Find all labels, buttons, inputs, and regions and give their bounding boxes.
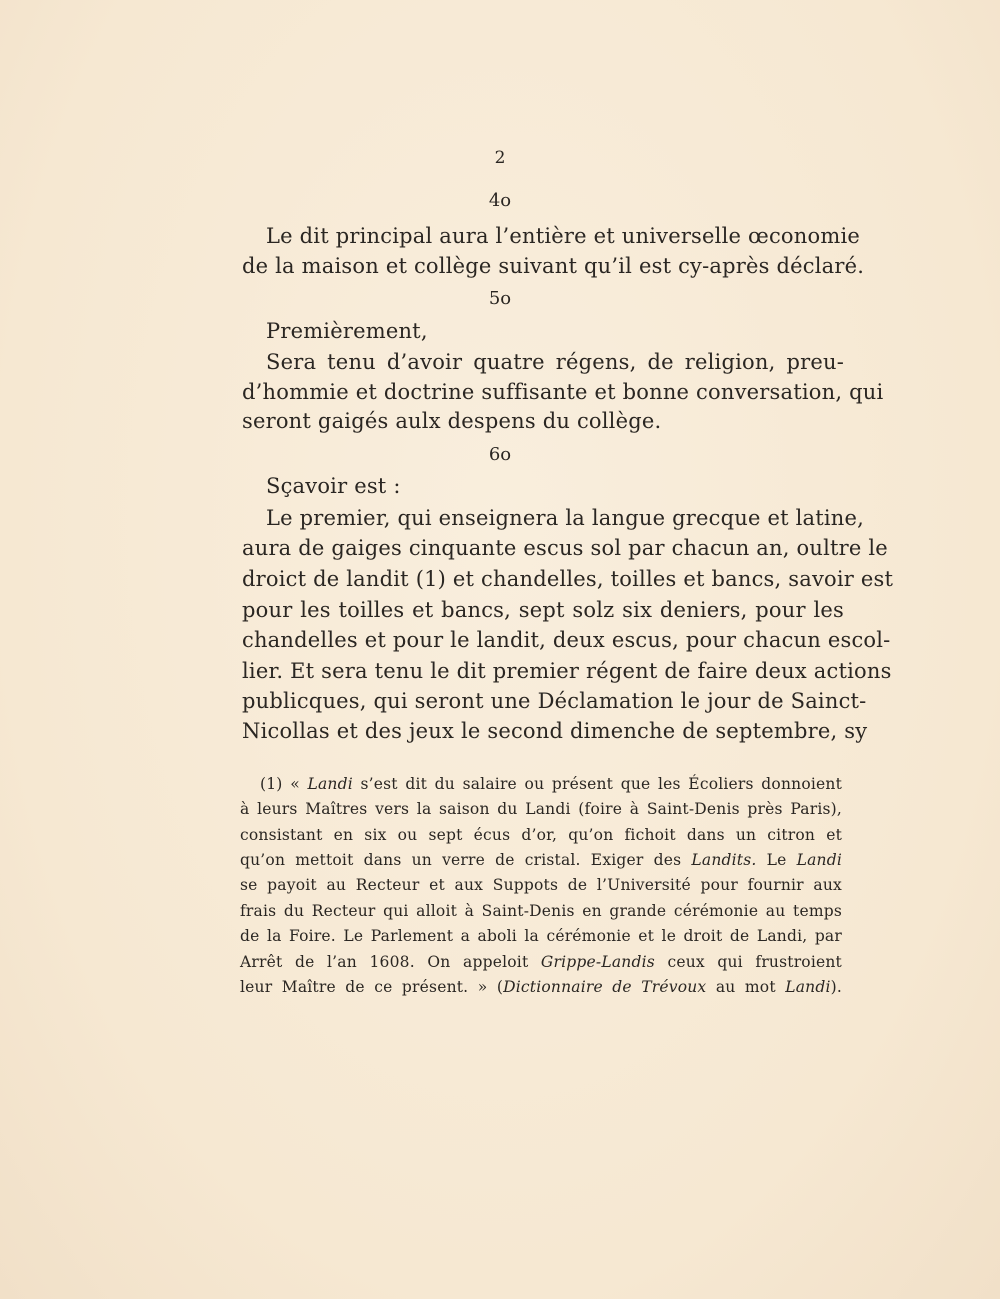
paragraph-line: Sera tenu d’avoir quatre régens, de religion, preu- [266,350,844,374]
paragraph-line: seront gaigés aulx despens du collège. [242,409,662,433]
footnote-line [260,772,842,798]
paragraph-line: Le premier, qui enseignera la langue grecque et latine, [266,506,865,530]
footnote-line: de la Foire. Le Parlement a aboli la cérémonie et le droit de Landi, par [240,927,842,945]
paragraph-line: chandelles et pour le landit, deux escus, pour chacun escol- [242,628,891,652]
page-number: 2 [494,148,506,168]
paragraph-line: de la maison et collège suivant qu’il est cy-après déclaré. [242,254,865,278]
footnote-marker: (1) [260,775,283,793]
paragraph-line: publicques, qui seront une Déclamation le jour de Sainct- [242,689,867,713]
paragraph-line: lier. Et sera tenu le dit premier régent de faire deux actions [242,659,892,683]
paragraph-line: droict de landit (1) et chandelles, toilles et bancs, savoir est [242,567,894,591]
paragraph-line: pour les toilles et bancs, sept solz six deniers, pour les [242,598,844,622]
footnote-text: « Landi s’est dit du salaire ou présent que les Écoliers donnoient [290,775,842,793]
paragraph-line: Le dit principal aura l’entière et universelle œconomie [266,224,860,248]
footnote-line: se payoit au Recteur et aux Suppots de l’Université pour fournir aux [240,876,842,894]
paragraph-line: d’hommie et doctrine suffisante et bonne conversation, qui [242,380,884,404]
paragraph-line: Sçavoir est : [266,474,401,498]
paragraph-line: Premièrement, [266,319,428,343]
footnote-line: qu’on mettoit dans un verre de cristal. Exiger des Landits. Le Landi [240,851,842,869]
footnote-line: à leurs Maîtres vers la saison du Landi (foire à Saint-Denis près Paris), [240,800,842,818]
paragraph-line: Nicollas et des jeux le second dimenche de septembre, sy [242,719,868,743]
footnote-line: consistant en six ou sept écus d’or, qu’on fichoit dans un citron et [240,826,842,844]
section-number-5: 5o [488,288,512,309]
section-number-6: 6o [488,444,512,465]
section-number-4: 4o [488,190,512,211]
paragraph-line: aura de gaiges cinquante escus sol par chacun an, oultre le [242,536,888,560]
footnote-line: leur Maître de ce présent. » (Dictionnaire de Trévoux au mot Landi). [240,978,842,996]
footnote-line: frais du Recteur qui alloit à Saint-Denis en grande cérémonie au temps [240,902,842,920]
footnote-line: Arrêt de l’an 1608. On appeloit Grippe-Landis ceux qui frustroient [240,953,842,971]
